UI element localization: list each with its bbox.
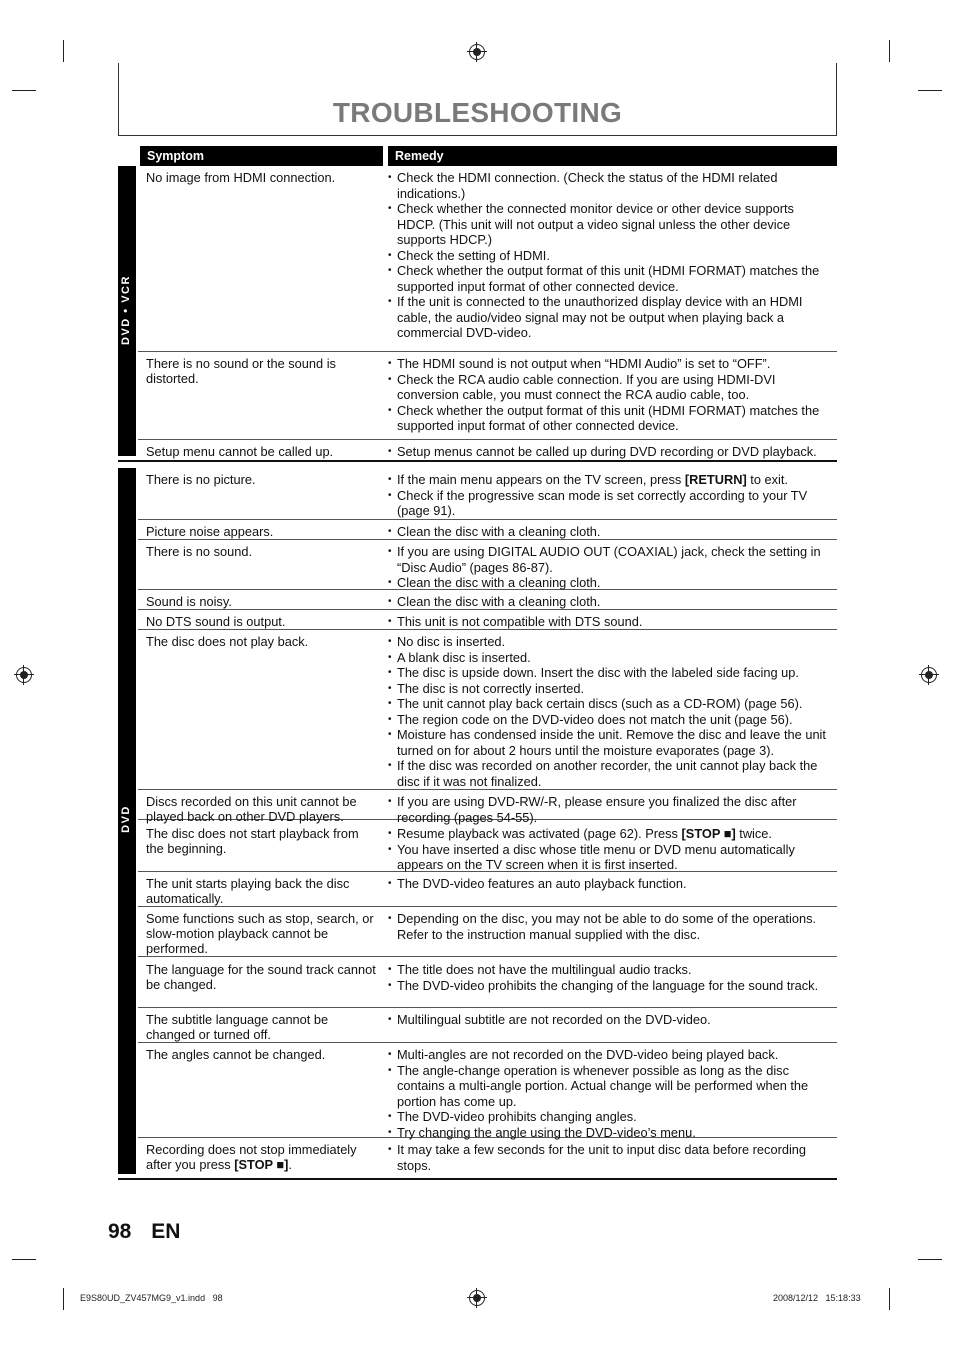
remedy-item: • If the main menu appears on the TV screen, press [RETURN] to exit.	[388, 472, 832, 488]
symptom-cell: Setup menu cannot be called up.	[146, 444, 334, 459]
title-frame	[118, 63, 837, 136]
symptom-cell: The unit starts playing back the disc automatically.	[146, 876, 350, 907]
symptom-cell: Picture noise appears.	[146, 524, 274, 539]
remedy-cell	[388, 170, 832, 341]
remedy-cell	[388, 876, 832, 892]
footer-date: 2008/12/12 15:18:33	[773, 1293, 861, 1303]
remedy-item: • Multilingual subtitle are not recorded on the DVD-video.	[388, 1012, 832, 1028]
crop-mark	[889, 1288, 890, 1310]
remedy-cell	[388, 1047, 832, 1140]
remedy-item: • The disc is not correctly inserted.	[388, 681, 832, 697]
remedy-cell	[388, 826, 832, 873]
remedy-item: • Multi-angles are not recorded on the DVD-video being played back.	[388, 1047, 832, 1063]
remedy-item: • Check whether the output format of this unit (HDMI FORMAT) matches the supported input format of other connected device.	[388, 403, 832, 434]
crop-mark	[63, 1288, 64, 1310]
remedy-item: • The title does not have the multilingual audio tracks.	[388, 962, 832, 978]
footer-file: E9S80UD_ZV457MG9_v1.indd 98	[80, 1293, 223, 1303]
language-code: EN	[151, 1220, 181, 1243]
remedy-item: • The angle-change operation is whenever possible as long as the disc contains a multi-angle portion. Actual change will be performed when the portion has come up.	[388, 1063, 832, 1110]
section-label-dvd: DVD	[120, 805, 132, 833]
remedy-item: • Check the RCA audio cable connection. If you are using HDMI-DVI conversion cable, you must connect the RCA audio cable, too.	[388, 372, 832, 403]
remedy-cell	[388, 794, 832, 825]
remedy-item: • Check the HDMI connection. (Check the status of the HDMI related indications.)	[388, 170, 832, 201]
remedy-item: • Setup menus cannot be called up during DVD recording or DVD playback.	[388, 444, 832, 460]
remedy-item: • No disc is inserted.	[388, 634, 832, 650]
remedy-item: • Try changing the angle using the DVD-video’s menu.	[388, 1125, 832, 1141]
table-row	[138, 872, 837, 907]
table-row	[138, 630, 837, 790]
remedy-item: • It may take a few seconds for the unit to input disc data before recording stops.	[388, 1142, 832, 1173]
crop-mark	[918, 90, 942, 91]
symptom-cell: The disc does not play back.	[146, 634, 309, 649]
remedy-item: • The HDMI sound is not output when “HDMI Audio” is set to “OFF”.	[388, 356, 832, 372]
remedy-item: • You have inserted a disc whose title menu or DVD menu automatically appears on the TV screen when it is first inserted.	[388, 842, 832, 873]
remedy-item: • Clean the disc with a cleaning cloth.	[388, 575, 832, 591]
remedy-item: • This unit is not compatible with DTS sound.	[388, 614, 832, 630]
symptom-cell: The disc does not start playback from the beginning.	[146, 826, 359, 857]
remedy-cell	[388, 472, 832, 519]
remedy-cell	[388, 594, 832, 610]
remedy-item: • Depending on the disc, you may not be able to do some of the operations. Refer to the instruction manual supplied with the disc.	[388, 911, 832, 942]
section-label-dvd-vcr: DVD • VCR	[120, 275, 132, 345]
remedy-item: • The unit cannot play back certain discs (such as a CD-ROM) (page 56).	[388, 696, 832, 712]
table-row	[138, 958, 837, 1008]
remedy-cell	[388, 962, 832, 993]
table-row	[138, 468, 837, 520]
crop-mark	[12, 90, 36, 91]
table-row	[138, 440, 837, 460]
remedy-item: • Check whether the output format of this unit (HDMI FORMAT) matches the supported input format of other connected device.	[388, 263, 832, 294]
registration-mark-icon	[921, 667, 937, 683]
symptom-cell: Recording does not stop immediately after you press [STOP ■].	[146, 1142, 357, 1173]
page-title: TROUBLESHOOTING	[332, 97, 623, 128]
remedy-item: • Moisture has condensed inside the unit. Remove the disc and leave the unit turned on for about 2 hours until the moisture evaporates (page 3).	[388, 727, 832, 758]
crop-mark	[889, 40, 890, 62]
table-row	[138, 790, 837, 825]
symptom-cell: There is no sound.	[146, 544, 252, 559]
table-row	[138, 610, 837, 630]
remedy-item: • Resume playback was activated (page 62). Press [STOP ■] twice.	[388, 826, 832, 842]
remedy-item: • Check if the progressive scan mode is set correctly according to your TV (page 91).	[388, 488, 832, 519]
section-side-bar	[118, 166, 136, 456]
registration-mark-icon	[469, 44, 485, 60]
remedy-cell	[388, 1142, 832, 1173]
symptom-cell: Sound is noisy.	[146, 594, 232, 609]
remedy-item: • The region code on the DVD-video does not match the unit (page 56).	[388, 712, 832, 728]
section-divider	[118, 1178, 837, 1180]
symptom-cell: The language for the sound track cannot be changed.	[146, 962, 376, 993]
page-number	[108, 1220, 180, 1244]
symptom-cell: The angles cannot be changed.	[146, 1047, 326, 1062]
remedy-item: • Check whether the connected monitor device or other device supports HDCP. (This unit will not output a video signal unless the other device supports HDCP.)	[388, 201, 832, 248]
remedy-item: • The DVD-video features an auto playback function.	[388, 876, 832, 892]
table-row	[138, 1008, 837, 1043]
remedy-item: • Clean the disc with a cleaning cloth.	[388, 524, 832, 540]
remedy-item: • If the unit is connected to the unauthorized display device with an HDMI cable, the audio/video signal may not be output when playing back a commercial DVD-video.	[388, 294, 832, 341]
table-row	[138, 822, 837, 872]
crop-mark	[918, 1259, 942, 1260]
remedy-item: • A blank disc is inserted.	[388, 650, 832, 666]
remedy-item: • The disc is upside down. Insert the disc with the labeled side facing up.	[388, 665, 832, 681]
symptom-cell: There is no sound or the sound is distorted.	[146, 356, 336, 387]
remedy-item: • If you are using DVD-RW/-R, please ensure you finalized the disc after recording (pages 54-55).	[388, 794, 832, 825]
crop-mark	[63, 40, 64, 62]
registration-mark-icon	[469, 1290, 485, 1306]
remedy-header: Remedy	[388, 146, 837, 166]
symptom-cell: No DTS sound is output.	[146, 614, 286, 629]
table-row	[138, 1138, 837, 1178]
symptom-cell: No image from HDMI connection.	[146, 170, 336, 185]
table-row	[138, 1043, 837, 1138]
symptom-cell: The subtitle language cannot be changed or turned off.	[146, 1012, 329, 1043]
remedy-item: • If you are using DIGITAL AUDIO OUT (COAXIAL) jack, check the setting in “Disc Audio” (pages 86-87).	[388, 544, 832, 575]
remedy-item: • Check the setting of HDMI.	[388, 248, 832, 264]
remedy-item: • Clean the disc with a cleaning cloth.	[388, 594, 832, 610]
symptom-cell: Discs recorded on this unit cannot be played back on other DVD players.	[146, 794, 357, 825]
remedy-item: • If the disc was recorded on another recorder, the unit cannot play back the disc if it was not finalized.	[388, 758, 832, 789]
table-row	[138, 540, 837, 590]
remedy-cell	[388, 444, 832, 460]
table-row	[138, 166, 837, 352]
section-side-bar	[118, 468, 136, 1174]
registration-mark-icon	[16, 667, 32, 683]
remedy-item: • The DVD-video prohibits the changing of the language for the sound track.	[388, 978, 832, 994]
page-number-value: 98	[108, 1220, 132, 1243]
section-divider	[118, 460, 837, 462]
remedy-cell	[388, 614, 832, 630]
remedy-cell	[388, 544, 832, 591]
symptom-cell: Some functions such as stop, search, or slow-motion playback cannot be performed.	[146, 911, 374, 957]
table-row	[138, 352, 837, 440]
crop-mark	[12, 1259, 36, 1260]
remedy-item: • The DVD-video prohibits changing angles.	[388, 1109, 832, 1125]
symptom-header: Symptom	[140, 146, 383, 166]
remedy-cell	[388, 524, 832, 540]
symptom-cell: There is no picture.	[146, 472, 256, 487]
remedy-cell	[388, 634, 832, 789]
remedy-cell	[388, 356, 832, 434]
remedy-cell	[388, 911, 832, 942]
remedy-cell	[388, 1012, 832, 1028]
table-row	[138, 590, 837, 610]
table-row	[138, 907, 837, 957]
table-row	[138, 520, 837, 540]
